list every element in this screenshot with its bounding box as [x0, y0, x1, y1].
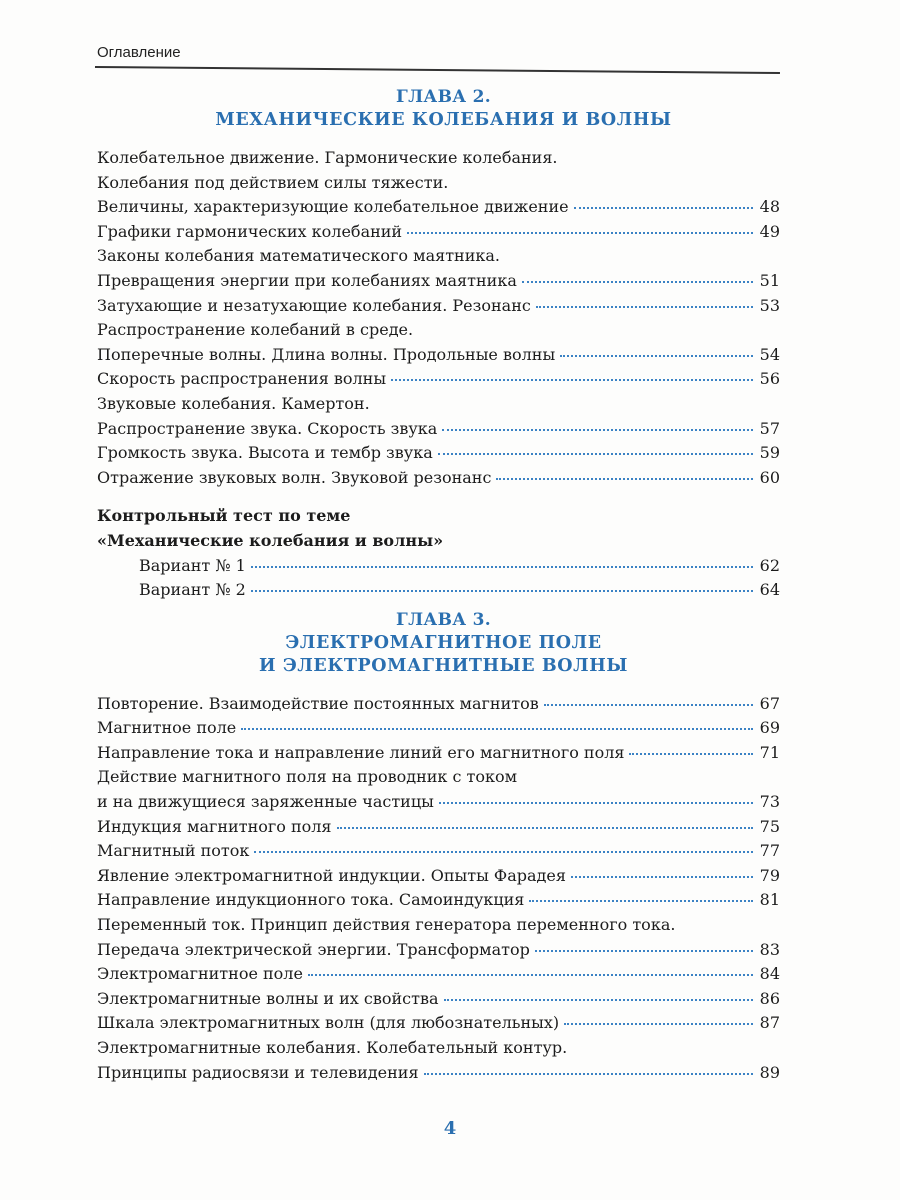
toc-entry-title: Законы колебания математического маятника.: [97, 246, 500, 266]
toc-entry[interactable]: [97, 790, 780, 815]
toc-entry-title: Колебательное движение. Гармонические колебания.: [97, 148, 558, 167]
toc-entry[interactable]: [97, 1036, 780, 1061]
toc-entry-title: Переменный ток. Принцип действия генератора переменного тока.: [97, 915, 676, 935]
toc-entry[interactable]: [97, 195, 780, 220]
toc-entry-title: Величины, характеризующие колебательное движение: [97, 197, 569, 217]
dot-leader: [438, 452, 753, 455]
toc-entry-title: Электромагнитные колебания. Колебательный контур.: [97, 1038, 568, 1057]
toc-entry[interactable]: [97, 220, 780, 245]
chapter-3-title-line1: ЭЛЕКТРОМАГНИТНОЕ ПОЛЕ: [285, 632, 602, 653]
dot-leader: [564, 1022, 753, 1025]
dot-leader: [444, 998, 753, 1001]
toc-entry-title: Затухающие и незатухающие колебания. Резонанс: [97, 295, 531, 315]
toc-entry[interactable]: [97, 244, 780, 269]
test-title[interactable]: [97, 504, 780, 529]
dot-leader: [496, 477, 753, 480]
toc-entry[interactable]: [97, 962, 780, 987]
toc-entry-title: Распространение колебаний в среде.: [97, 320, 414, 340]
toc-entry-page: 54: [759, 344, 780, 364]
running-head: Оглавление: [97, 44, 181, 61]
toc-entry-title: Явление электромагнитной индукции. Опыты Фарадея: [97, 865, 566, 885]
dot-leader: [442, 428, 753, 431]
toc-entry[interactable]: [97, 716, 780, 741]
toc-entry-title: Отражение звуковых волн. Звуковой резонанс: [97, 467, 492, 487]
toc-entry[interactable]: [97, 441, 780, 466]
toc-entry-title: Электромагнитные волны и их свойства: [97, 988, 439, 1008]
toc-entry[interactable]: [97, 318, 780, 343]
toc-entry-title: Повторение. Взаимодействие постоянных магнитов: [97, 693, 539, 713]
toc-entry-title: Направление индукционного тока. Самоиндукция: [97, 890, 525, 910]
toc-entry-page: 62: [759, 555, 780, 575]
toc-entry-title: и на движущиеся заряженные частицы: [97, 792, 434, 812]
test-subtitle[interactable]: [97, 529, 780, 554]
chapter-2-title: МЕХАНИЧЕСКИЕ КОЛЕБАНИЯ И ВОЛНЫ: [215, 110, 672, 130]
toc-entry-page: 48: [759, 197, 780, 217]
toc-entry-title: Принципы радиосвязи и телевидения: [97, 1062, 419, 1082]
dot-leader: [251, 565, 753, 568]
toc-entry-page: 67: [759, 693, 780, 713]
dot-leader: [529, 899, 753, 902]
dot-leader: [522, 280, 753, 283]
toc-entry-page: 86: [759, 988, 780, 1008]
toc-entry[interactable]: [97, 578, 780, 603]
toc-entry[interactable]: [97, 1061, 780, 1086]
toc-entry-title: Шкала электромагнитных волн (для любознательных): [97, 1013, 560, 1033]
dot-leader: [439, 801, 753, 804]
toc-entry-page: 71: [759, 742, 780, 762]
dot-leader: [337, 826, 753, 829]
toc-entry[interactable]: [97, 343, 780, 368]
toc-entry[interactable]: [97, 294, 780, 319]
test-title-line1: Контрольный тест по теме: [97, 506, 351, 526]
chapter-2-entries: [97, 146, 780, 490]
toc-entry[interactable]: [97, 392, 780, 417]
toc-entry-page: 89: [759, 1062, 780, 1082]
toc-entry-page: 60: [759, 467, 780, 487]
toc-entry-page: 51: [759, 270, 780, 290]
chapter-3-title-line2: И ЭЛЕКТРОМАГНИТНЫЕ ВОЛНЫ: [259, 655, 628, 676]
toc-entry[interactable]: [97, 765, 780, 790]
dot-leader: [571, 875, 753, 878]
dot-leader: [308, 973, 753, 976]
toc-entry-page: 75: [759, 816, 780, 836]
test-variants: [97, 554, 780, 603]
dot-leader: [407, 231, 753, 234]
toc-entry[interactable]: [97, 466, 780, 491]
toc-entry[interactable]: [97, 864, 780, 889]
toc-entry-title: Направление тока и направление линий его магнитного поля: [97, 742, 625, 762]
toc-entry-page: 79: [759, 865, 780, 885]
toc-entry-title: Скорость распространения волны: [97, 369, 387, 389]
chapter-2-heading: [107, 86, 780, 132]
dot-leader: [535, 949, 753, 952]
toc-entry-title: Вариант № 2: [139, 580, 246, 600]
toc-entry[interactable]: [97, 171, 780, 196]
toc-entry-title: Колебания под действием силы тяжести.: [97, 172, 449, 192]
toc-entry-title: Графики гармонических колебаний: [97, 221, 403, 241]
toc-entry-title: Магнитный поток: [97, 841, 250, 861]
chapter-3-heading: [107, 609, 780, 678]
toc-entry-title: Превращения энергии при колебаниях маятника: [97, 270, 517, 290]
toc-entry-page: 53: [759, 295, 780, 315]
toc-entry-title: Электромагнитное поле: [97, 964, 303, 984]
toc-entry-page: 57: [759, 418, 780, 438]
toc-entry[interactable]: [97, 692, 780, 717]
dot-leader: [251, 589, 753, 592]
toc-entry[interactable]: [97, 554, 780, 579]
chapter-3-entries: [97, 692, 780, 1086]
header-rule: [95, 66, 780, 74]
dot-leader: [574, 206, 753, 209]
toc-entry-page: 77: [759, 841, 780, 861]
dot-leader: [544, 703, 753, 706]
toc-entry-title: Звуковые колебания. Камертон.: [97, 393, 370, 413]
page-number: 4: [443, 1118, 457, 1139]
dot-leader: [536, 305, 753, 308]
dot-leader: [560, 354, 753, 357]
toc-entry-page: 84: [759, 964, 780, 984]
toc-entry-page: 56: [759, 369, 780, 389]
toc-entry-title: Индукция магнитного поля: [97, 816, 332, 836]
toc-entry-title: Распространение звука. Скорость звука: [97, 418, 438, 438]
toc-entry[interactable]: [97, 367, 780, 392]
toc-entry[interactable]: [97, 987, 780, 1012]
toc-entry-title: Действие магнитного поля на проводник с током: [97, 767, 518, 787]
dot-leader: [391, 378, 753, 381]
dot-leader: [241, 727, 753, 730]
toc-entry-title: Поперечные волны. Длина волны. Продольные волны: [97, 344, 556, 364]
toc-entry-page: 81: [759, 890, 780, 910]
toc-entry[interactable]: [97, 269, 780, 294]
toc-entry-title: Громкость звука. Высота и тембр звука: [97, 443, 433, 463]
toc-entry-page: 87: [759, 1013, 780, 1033]
toc-entry[interactable]: [97, 938, 780, 963]
toc-entry[interactable]: [97, 1011, 780, 1036]
chapter-3-label: ГЛАВА 3.: [396, 609, 491, 630]
dot-leader: [424, 1072, 753, 1075]
toc-entry[interactable]: [97, 913, 780, 938]
toc-entry[interactable]: [97, 839, 780, 864]
test-title-line2: «Механические колебания и волны»: [97, 530, 444, 550]
toc-entry[interactable]: [97, 417, 780, 442]
toc-entry-title: Передача электрической энергии. Трансформатор: [97, 939, 530, 959]
toc-entry[interactable]: [97, 146, 780, 171]
toc-entry-title: Вариант № 1: [139, 555, 246, 575]
dot-leader: [254, 850, 753, 853]
toc-entry[interactable]: [97, 741, 780, 766]
toc-entry-page: 49: [759, 221, 780, 241]
toc-entry-page: 83: [759, 939, 780, 959]
table-of-contents: [97, 86, 780, 1085]
toc-entry-page: 69: [759, 718, 780, 738]
toc-entry-title: Магнитное поле: [97, 718, 237, 738]
toc-entry[interactable]: [97, 888, 780, 913]
toc-entry-page: 59: [759, 443, 780, 463]
toc-entry-page: 64: [759, 580, 780, 600]
toc-entry-page: 73: [759, 792, 780, 812]
chapter-2-label: ГЛАВА 2.: [396, 87, 491, 107]
dot-leader: [629, 752, 753, 755]
toc-entry[interactable]: [97, 815, 780, 840]
